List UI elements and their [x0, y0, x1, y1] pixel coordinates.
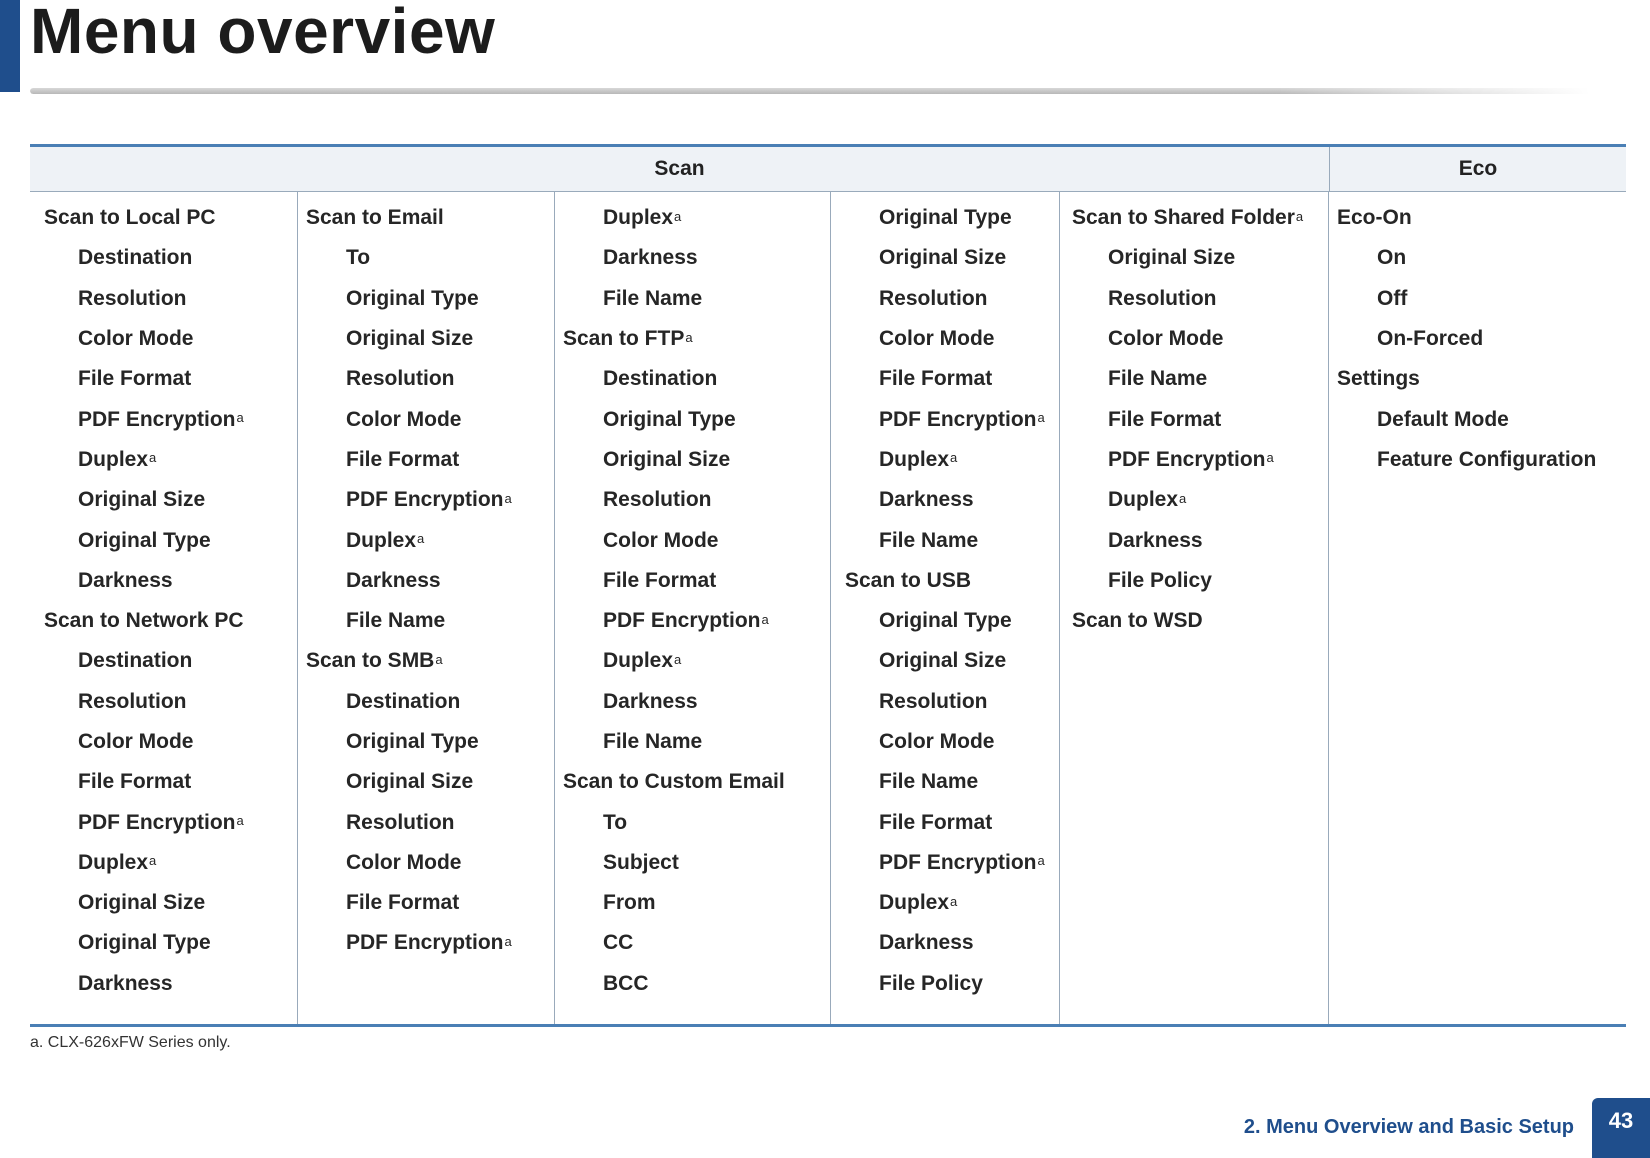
page-title: Menu overview [30, 0, 496, 67]
menu-item-label: File Policy [1108, 568, 1212, 592]
menu-item-label: To [346, 246, 371, 270]
menu-item [298, 883, 554, 923]
menu-item-label: Darkness [879, 488, 974, 512]
menu-item-label: File Format [78, 770, 192, 794]
menu-item-label: Off [1377, 286, 1408, 310]
menu-item-label: Darkness [879, 931, 974, 955]
menu-item-label: Original Size [78, 488, 206, 512]
menu-item [1329, 238, 1626, 278]
menu-item [30, 682, 297, 722]
menu-item [555, 359, 830, 399]
menu-item [831, 279, 1059, 319]
menu-item-label: Color Mode [346, 407, 462, 431]
menu-item [30, 399, 297, 439]
header-eco: Eco [1458, 157, 1498, 180]
menu-item [1060, 238, 1328, 278]
menu-group [298, 641, 554, 681]
footnote-marker: a [1037, 410, 1045, 426]
menu-item [30, 641, 297, 681]
menu-item-label: File Format [879, 367, 993, 391]
menu-item-label: Color Mode [879, 327, 995, 351]
menu-item [30, 802, 297, 842]
menu-item-label: File Format [346, 891, 460, 915]
menu-item [1329, 399, 1626, 439]
menu-item-label: Scan to Local PC [44, 206, 216, 230]
menu-item [831, 923, 1059, 963]
menu-item-label: Darkness [346, 568, 441, 592]
menu-item-label: File Policy [879, 971, 983, 995]
menu-item-label: Scan to Shared Folder [1072, 206, 1295, 230]
menu-item-label: Darkness [1108, 528, 1203, 552]
footnote-marker: a [1037, 853, 1045, 869]
menu-item [30, 359, 297, 399]
menu-item-label: Darkness [78, 971, 173, 995]
menu-group [1060, 601, 1328, 641]
menu-item [831, 682, 1059, 722]
menu-item-label: PDF Encryption [1108, 447, 1266, 471]
menu-item-label: File Name [1108, 367, 1208, 391]
menu-item-label: Color Mode [346, 850, 462, 874]
menu-item [298, 480, 554, 520]
menu-item [298, 923, 554, 963]
menu-item-label: Original Size [346, 770, 474, 794]
table-column [30, 192, 298, 1024]
menu-item-label: File Format [78, 367, 192, 391]
footnote-marker: a [950, 450, 958, 466]
menu-item [831, 520, 1059, 560]
menu-item [831, 359, 1059, 399]
footnote-marker: a [417, 531, 425, 547]
menu-item [298, 440, 554, 480]
footnote-marker: a [1295, 208, 1304, 224]
menu-item [555, 802, 830, 842]
menu-item [30, 520, 297, 560]
menu-item [30, 440, 297, 480]
menu-item [1329, 440, 1626, 480]
menu-item-label: Original Type [78, 931, 211, 955]
menu-item [831, 883, 1059, 923]
menu-group [1060, 198, 1328, 238]
menu-item-label: Duplex [879, 891, 950, 915]
header-scan: Scan [30, 147, 1330, 191]
menu-item-label: Darkness [78, 568, 173, 592]
menu-item-label: File Format [603, 568, 717, 592]
menu-item-label: Subject [603, 850, 679, 874]
menu-item-label: File Name [879, 770, 979, 794]
menu-item-label: File Name [879, 528, 979, 552]
menu-item [298, 359, 554, 399]
menu-item-label: File Name [603, 286, 703, 310]
menu-item [831, 843, 1059, 883]
menu-item-label: Settings [1337, 367, 1420, 391]
menu-item-label: Destination [346, 689, 461, 713]
footnote-marker: a [504, 490, 512, 506]
menu-item-label: Destination [603, 367, 718, 391]
menu-table [30, 144, 1626, 1027]
menu-item-label: Original Type [879, 609, 1012, 633]
menu-item-label: To [603, 810, 628, 834]
menu-item-label: Duplex [78, 850, 149, 874]
menu-item-label: Color Mode [78, 730, 194, 753]
menu-item [30, 238, 297, 278]
menu-item [831, 722, 1059, 762]
footer-section-title: 2. Menu Overview and Basic Setup [1243, 1116, 1574, 1138]
menu-item-label: PDF Encryption [879, 407, 1037, 431]
table-column [1329, 192, 1626, 1024]
menu-item [1329, 319, 1626, 359]
menu-item-label: PDF Encryption [346, 931, 504, 955]
menu-group [555, 319, 830, 359]
menu-item-label: File Format [1108, 407, 1222, 431]
footnote-marker: a [504, 933, 512, 949]
menu-item [298, 279, 554, 319]
footnote-marker: a [685, 329, 693, 345]
menu-item [555, 480, 830, 520]
menu-item [831, 802, 1059, 842]
table-column [555, 192, 831, 1024]
menu-item [1060, 520, 1328, 560]
menu-item [1060, 440, 1328, 480]
menu-item [298, 399, 554, 439]
footnote-marker: a [1179, 490, 1187, 506]
menu-item-label: Scan to Email [306, 206, 444, 230]
menu-item [555, 682, 830, 722]
menu-item-label: From [603, 891, 656, 915]
menu-item-label: BCC [603, 971, 649, 995]
menu-item-label: Original Size [603, 447, 731, 471]
menu-item-label: PDF Encryption [346, 488, 504, 512]
menu-item [30, 722, 297, 762]
menu-item [555, 641, 830, 681]
menu-item [1060, 399, 1328, 439]
menu-item-label: File Name [603, 730, 703, 753]
menu-item [831, 198, 1059, 238]
menu-item [1060, 359, 1328, 399]
menu-item [1060, 279, 1328, 319]
menu-group [1329, 198, 1626, 238]
menu-item [30, 964, 297, 1004]
menu-group [831, 561, 1059, 601]
menu-item [298, 762, 554, 802]
menu-item-label: Original Type [346, 730, 479, 753]
menu-group [30, 601, 297, 641]
menu-item-label: Original Size [78, 891, 206, 915]
menu-item [555, 964, 830, 1004]
menu-item-label: Duplex [346, 528, 417, 552]
menu-item-label: Color Mode [603, 528, 719, 552]
menu-item-label: Resolution [346, 367, 455, 391]
menu-item [298, 601, 554, 641]
footnote-marker: a [674, 208, 682, 224]
menu-item-label: Original Type [346, 286, 479, 310]
footnote-marker: a [435, 651, 443, 667]
menu-item [298, 843, 554, 883]
menu-item [298, 802, 554, 842]
title-divider [30, 88, 1590, 94]
footnote-marker: a [1266, 450, 1274, 466]
menu-item-label: On [1377, 246, 1407, 270]
table-header [30, 147, 1626, 192]
menu-item [555, 238, 830, 278]
title-accent-bar [0, 0, 20, 92]
menu-item [555, 722, 830, 762]
menu-item [30, 923, 297, 963]
menu-item-label: Scan to SMB [306, 649, 435, 673]
menu-item-label: Destination [78, 649, 193, 673]
menu-item-label: Resolution [1108, 286, 1217, 310]
menu-item-label: Feature Configuration [1377, 447, 1597, 471]
menu-item-label: Scan to Network PC [44, 609, 244, 633]
menu-item [555, 923, 830, 963]
menu-item-label: Original Type [603, 407, 736, 431]
menu-item-label: Original Size [346, 327, 474, 351]
menu-item [831, 238, 1059, 278]
menu-group [30, 198, 297, 238]
menu-item-label: Original Size [1108, 246, 1236, 270]
menu-item-label: Scan to FTP [563, 327, 685, 351]
menu-item-label: File Name [346, 609, 446, 633]
menu-item-label: Default Mode [1377, 407, 1509, 431]
menu-item-label: Scan to WSD [1072, 609, 1203, 633]
footnote-marker: a [149, 853, 157, 869]
menu-item-label: Original Size [879, 246, 1007, 270]
menu-item-label: Color Mode [78, 327, 194, 351]
footnote-marker: a [236, 410, 244, 426]
menu-item-label: On-Forced [1377, 327, 1484, 351]
menu-item [831, 440, 1059, 480]
menu-item-label: Original Type [78, 528, 211, 552]
menu-item [555, 561, 830, 601]
footnote-marker: a [761, 611, 769, 627]
menu-item [555, 520, 830, 560]
menu-item-label: Duplex [603, 206, 674, 230]
menu-item [1329, 279, 1626, 319]
footnote-marker: a [674, 651, 682, 667]
menu-item [298, 722, 554, 762]
menu-item [30, 561, 297, 601]
menu-item-label: CC [603, 931, 634, 955]
table-column [831, 192, 1060, 1024]
menu-item [30, 480, 297, 520]
menu-item-label: Darkness [603, 689, 698, 713]
menu-item-label: Resolution [879, 286, 988, 310]
menu-item-label: Destination [78, 246, 193, 270]
menu-group [1329, 359, 1626, 399]
table-column [1060, 192, 1329, 1024]
menu-item [831, 480, 1059, 520]
menu-item [555, 279, 830, 319]
table-column [298, 192, 555, 1024]
menu-item-label: PDF Encryption [879, 850, 1037, 874]
menu-item-label: Duplex [1108, 488, 1179, 512]
menu-item [30, 762, 297, 802]
page-number: 43 [1592, 1098, 1650, 1158]
menu-item [831, 601, 1059, 641]
menu-item-label: Duplex [879, 447, 950, 471]
footnote-marker: a [236, 813, 244, 829]
menu-item-label: File Format [879, 810, 993, 834]
menu-item [298, 561, 554, 601]
menu-item-label: File Format [346, 447, 460, 471]
menu-item [298, 319, 554, 359]
menu-item [555, 440, 830, 480]
menu-item [831, 399, 1059, 439]
menu-item-label: Resolution [603, 488, 712, 512]
menu-item [555, 198, 830, 238]
menu-item [30, 843, 297, 883]
menu-item-label: Duplex [603, 649, 674, 673]
menu-item [555, 601, 830, 641]
menu-item-label: PDF Encryption [78, 810, 236, 834]
menu-item [30, 883, 297, 923]
footnote-marker: a [950, 893, 958, 909]
menu-item-label: Resolution [78, 689, 187, 713]
menu-item [831, 964, 1059, 1004]
menu-item [1060, 319, 1328, 359]
menu-item [831, 762, 1059, 802]
menu-item-label: PDF Encryption [603, 609, 761, 633]
menu-item [1060, 480, 1328, 520]
menu-group [555, 762, 830, 802]
menu-group [298, 198, 554, 238]
menu-item-label: Eco-On [1337, 206, 1412, 230]
menu-item [831, 641, 1059, 681]
menu-item-label: Resolution [78, 286, 187, 310]
menu-item [555, 843, 830, 883]
menu-item [298, 520, 554, 560]
menu-item [298, 682, 554, 722]
menu-item-label: Darkness [603, 246, 698, 270]
menu-item-label: PDF Encryption [78, 407, 236, 431]
menu-item-label: Scan to Custom Email [563, 770, 785, 794]
menu-item-label: Resolution [879, 689, 988, 713]
menu-item [298, 238, 554, 278]
menu-item [1060, 561, 1328, 601]
menu-item [831, 319, 1059, 359]
menu-item-label: Original Type [879, 206, 1012, 230]
menu-item-label: Resolution [346, 810, 455, 834]
footnote: a. CLX-626xFW Series only. [30, 1034, 231, 1051]
table-body [30, 192, 1626, 1027]
footnote-marker: a [149, 450, 157, 466]
menu-item-label: Duplex [78, 447, 149, 471]
menu-item-label: Color Mode [879, 730, 995, 753]
menu-item [555, 399, 830, 439]
menu-item-label: Color Mode [1108, 327, 1224, 351]
menu-item-label: Scan to USB [845, 568, 972, 592]
menu-item [555, 883, 830, 923]
menu-item-label: Original Size [879, 649, 1007, 673]
menu-item [30, 279, 297, 319]
menu-item [30, 319, 297, 359]
